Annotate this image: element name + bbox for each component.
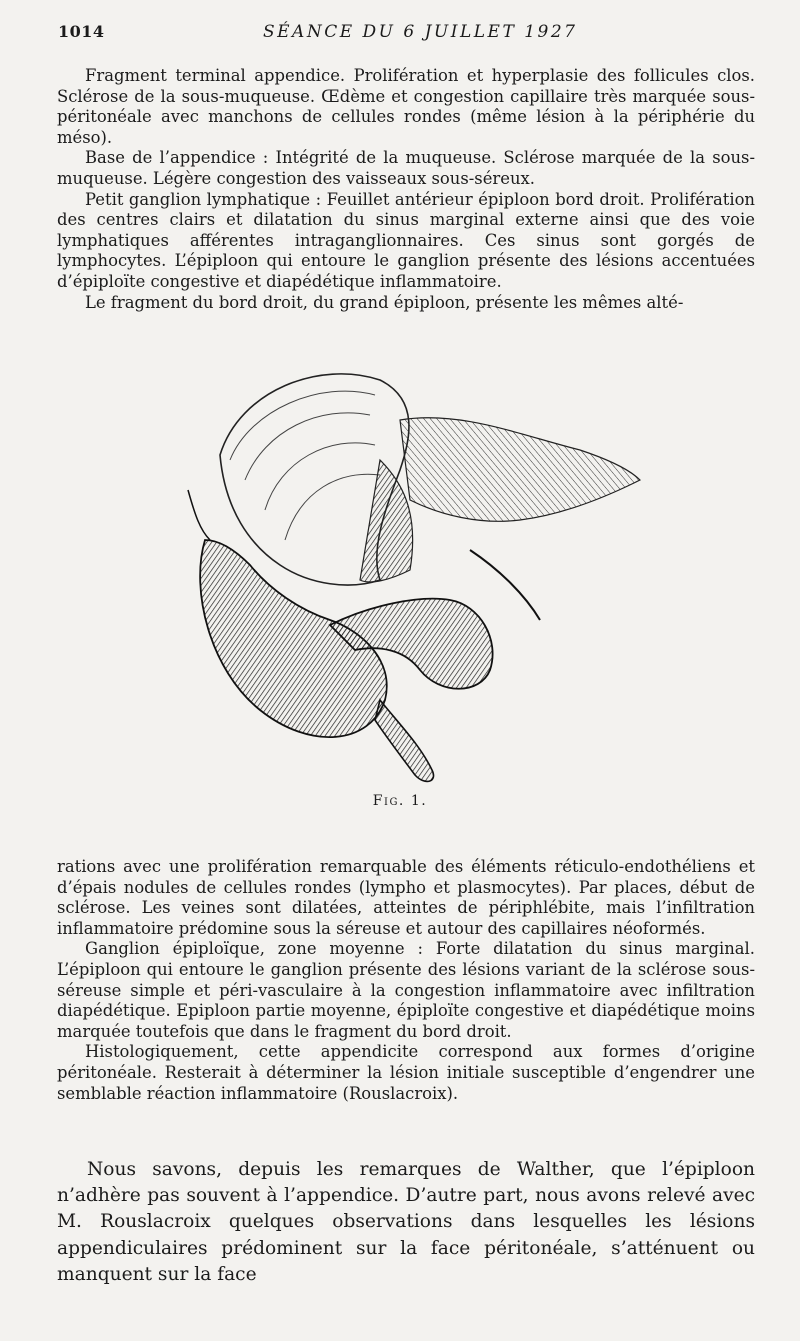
paragraph: Petit ganglion lymphatique : Feuillet antérieur épiploon bord droit. Prolifération des centres clairs et dilatation du sinus marginal externe ainsi que des voie lymphatiques afférentes intraganglionnaires. Ces sinus sont gorgés de lymphocytes. L’épiploon qui entoure le ganglion présente des lésions accentuées d’épiploïte congestive et diapédétique inflammatoire. — [57, 189, 755, 291]
mesentery-strand — [470, 550, 540, 620]
paragraph: Fragment terminal appendice. Prolifération et hyperplasie des follicules clos. Sclérose de la sous-muqueuse. Œdème et congestion capillaire très marquée sous-péritonéale avec manchons de cellules rondes (même lésion à la périphérie du méso). — [57, 66, 755, 147]
paragraph: Histologiquement, cette appendicite correspond aux formes d’origine péritonéale. Resterait à déterminer la lésion initiale susceptible d’engendrer une semblable réaction inflammatoire (Rouslacroix). — [57, 1042, 755, 1103]
running-title: SÉANCE DU 6 JUILLET 1927 — [263, 22, 578, 42]
page-header — [58, 22, 760, 44]
paragraph: Ganglion épiploïque, zone moyenne : Forte dilatation du sinus marginal. L’épiploon qui entoure le ganglion présente des lésions variant de la sclérose sous-séreuse simple et péri-vasculaire à la congestion inflammatoire avec infiltration diapédétique. Epiploon partie moyenne, épiploïte congestive et diapédétique moins marquée toutefois que dans le fragment du bord droit. — [57, 939, 755, 1041]
appendix-tip — [375, 700, 434, 781]
paragraph: Nous savons, depuis les remarques de Walther, que l’épiploon n’adhère pas souvent à l’appendice. D’autre part, nous avons relevé avec M. Rouslacroix quelques observations dans lesquelles les lésions appendiculaires prédominent sur la face péritonéale, s’atténuent ou manquent sur la face — [57, 1159, 755, 1285]
fringe-shape — [400, 418, 640, 522]
paragraph: rations avec une prolifération remarquable des éléments réticulo-endothéliens et d’épais nodules de cellules rondes (lympho et plasmocytes). Par places, début de sclérose. Les veines sont dilatées, atteintes de périphlébite, mais l’infiltration inflammatoire prédomine sous la séreuse et autour des capillaires néoformés. — [57, 857, 755, 938]
paragraph: Base de l’appendice : Intégrité de la muqueuse. Sclérose marquée de la sous-muqueuse. Légère congestion des vaisseaux sous-séreux. — [57, 148, 755, 188]
bottom-text-block — [57, 1157, 755, 1288]
paragraph: Le fragment du bord droit, du grand épiploon, présente les mêmes alté- — [85, 292, 684, 312]
figure-caption: Fig. 1. — [372, 793, 428, 809]
top-text-block — [57, 66, 755, 313]
middle-text-block — [57, 857, 755, 1104]
anatomical-illustration — [170, 350, 650, 790]
page-number: 1014 — [58, 22, 105, 41]
